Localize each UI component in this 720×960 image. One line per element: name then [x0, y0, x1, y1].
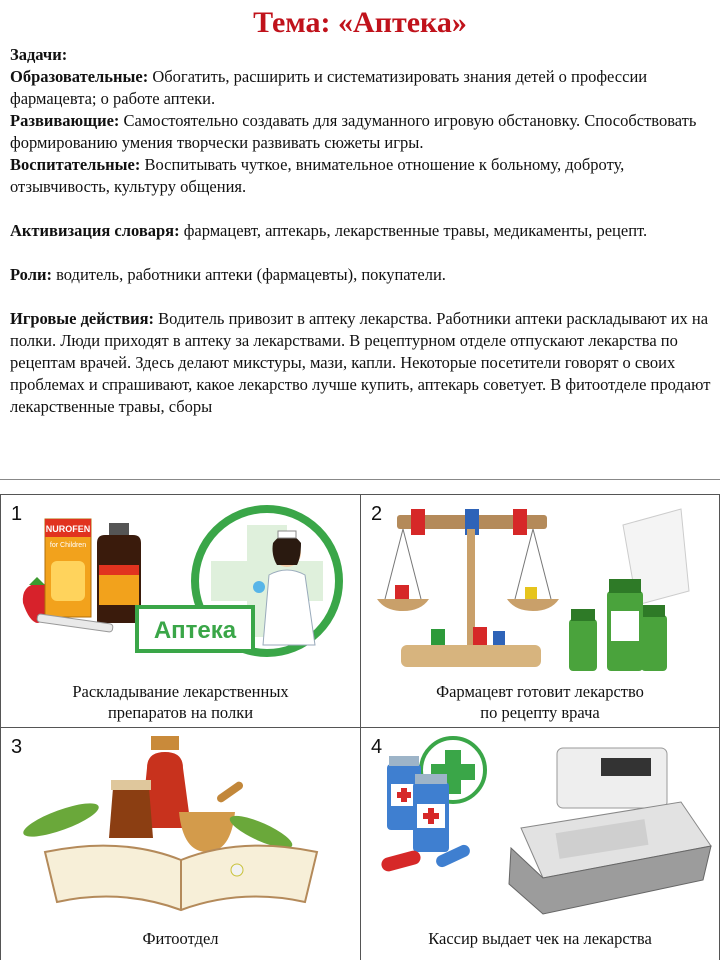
educational-goals: Образовательные: Обогатить, расширить и систематизировать знания детей о профессии фармацевта; о работе аптеки. — [10, 67, 648, 108]
pharmacy-sign: Аптека — [153, 617, 237, 644]
grid-cell-3 — [0, 727, 361, 960]
divider — [0, 479, 720, 480]
cell-caption: Раскладывание лекарственных препаратов на полки — [72, 682, 289, 722]
upbringing-goals: Воспитательные: Воспитывать чуткое, внимательное отношение к больному, доброту, отзывчивость, культуру общения. — [10, 155, 625, 196]
cash-register-illustration — [361, 728, 720, 928]
cell-number: 2 — [371, 503, 383, 525]
cell-caption: Кассир выдает чек на лекарства — [428, 929, 652, 948]
cell-caption: Фитоотдел — [142, 929, 219, 948]
page-title: Тема: «Аптека» — [253, 6, 467, 39]
cell-number: 3 — [11, 736, 23, 758]
game-actions: Игровые действия: Водитель привозит в аптеку лекарства. Работники аптеки раскладывают их на полки. Люди приходят в аптеку за лекарствами. В рецептурном отделе отпускают лекарства по рецептам врачей. Здесь делают микстуры, мази, капли. Некоторые посетители говорят о своих проблемах и спрашивают, какое лекарство лучше купить, аптекарь советует. В фитоотделе продают лекарственные травы, сборы — [10, 309, 711, 416]
lesson-text — [10, 44, 712, 418]
vocabulary: Активизация словаря: фармацевт, аптекарь, лекарственные травы, медикаменты, рецепт. — [10, 221, 648, 240]
box-brand: NUROFEN — [45, 524, 91, 534]
box-sub: for Children — [49, 542, 87, 549]
scales-illustration — [361, 495, 720, 681]
pharmacy-shelves-illustration — [1, 495, 361, 681]
cell-number: 1 — [11, 503, 23, 525]
tasks-heading: Задачи: — [10, 45, 68, 64]
picture-grid — [0, 494, 720, 960]
cell-number: 4 — [371, 736, 383, 758]
cell-caption: Фармацевт готовит лекарство по рецепту врача — [436, 682, 644, 722]
roles: Роли: водитель, работники аптеки (фармацевты), покупатели. — [10, 265, 446, 284]
developing-goals: Развивающие: Самостоятельно создавать для задуманного игровую обстановку. Способствовать формированию умения творчески развивать сюжеты игры. — [10, 111, 697, 152]
grid-cell-1 — [0, 494, 361, 728]
grid-cell-4 — [360, 727, 720, 960]
grid-cell-2 — [360, 494, 720, 728]
herbal-department-illustration — [1, 728, 361, 928]
